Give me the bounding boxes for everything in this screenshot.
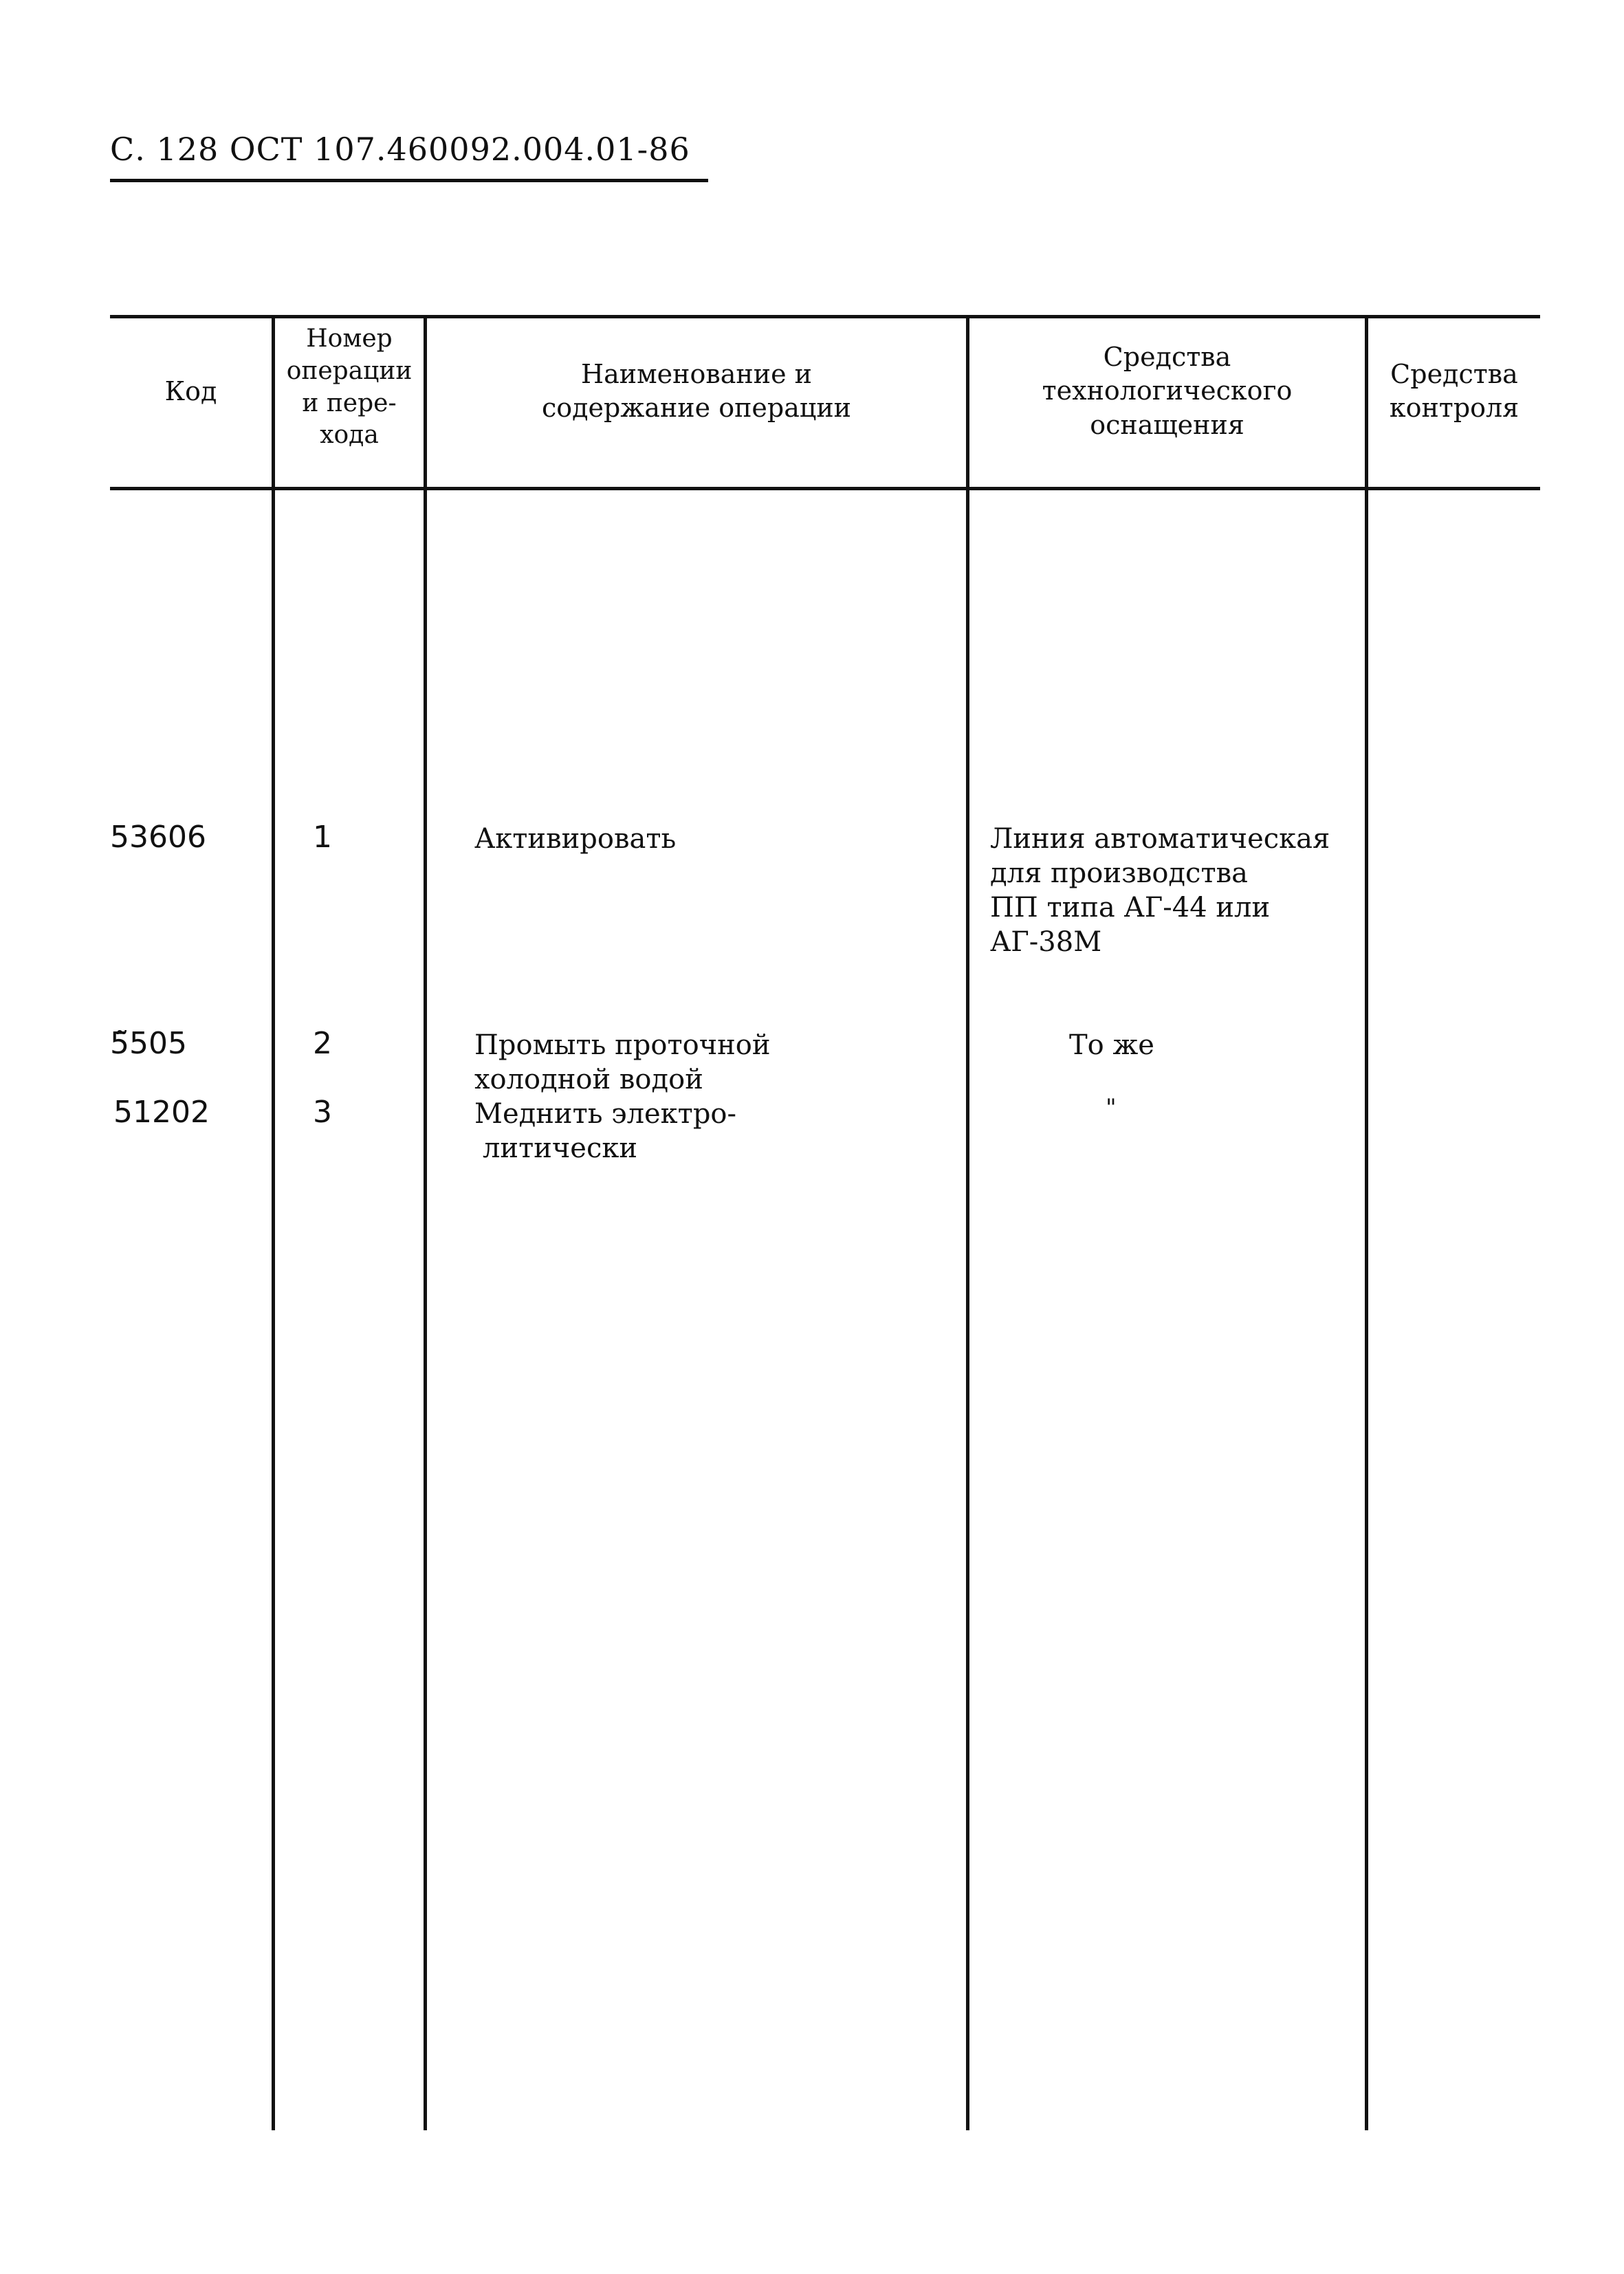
column-header-equipment: Средства технологического оснащения (1042, 342, 1293, 440)
table-row-operation-name: Промыть проточной холодной водой (474, 1029, 771, 1095)
table-row-operation-name: Меднить электро- литически (474, 1098, 737, 1164)
table-row-code: 53606 (110, 820, 206, 855)
column-divider-1 (272, 315, 275, 2130)
table-row-operation-number: 1 (313, 820, 332, 855)
header-underline (110, 179, 708, 182)
column-header-operation-name: Наименование и содержание операции (542, 359, 851, 424)
table-row-equipment: Линия автоматическая для производства ПП типа АГ-44 или АГ-38М (990, 823, 1330, 958)
table-row-code: 51202 (113, 1095, 210, 1130)
column-divider-3 (966, 315, 969, 2130)
table-row-operation-number: 3 (313, 1095, 332, 1130)
table-header-rule (110, 487, 1540, 490)
table-row-operation-number: 2 (313, 1026, 332, 1061)
column-header-code: Код (164, 376, 217, 406)
page-reference: С. 128 ОСТ 107.460092.004.01-86 (110, 131, 690, 168)
column-header-operation-number: Номер операции и пере- хода (286, 325, 413, 450)
table-row-equipment: То же (1069, 1029, 1154, 1061)
table-row-operation-name: Активировать (474, 823, 677, 855)
table-top-rule (110, 315, 1540, 318)
table-row-code: 5̃505 (110, 1026, 187, 1061)
column-divider-2 (424, 315, 427, 2130)
table-row-equipment: " (1106, 1094, 1117, 1122)
column-divider-4 (1365, 315, 1368, 2130)
column-header-control: Средства контроля (1389, 359, 1519, 424)
